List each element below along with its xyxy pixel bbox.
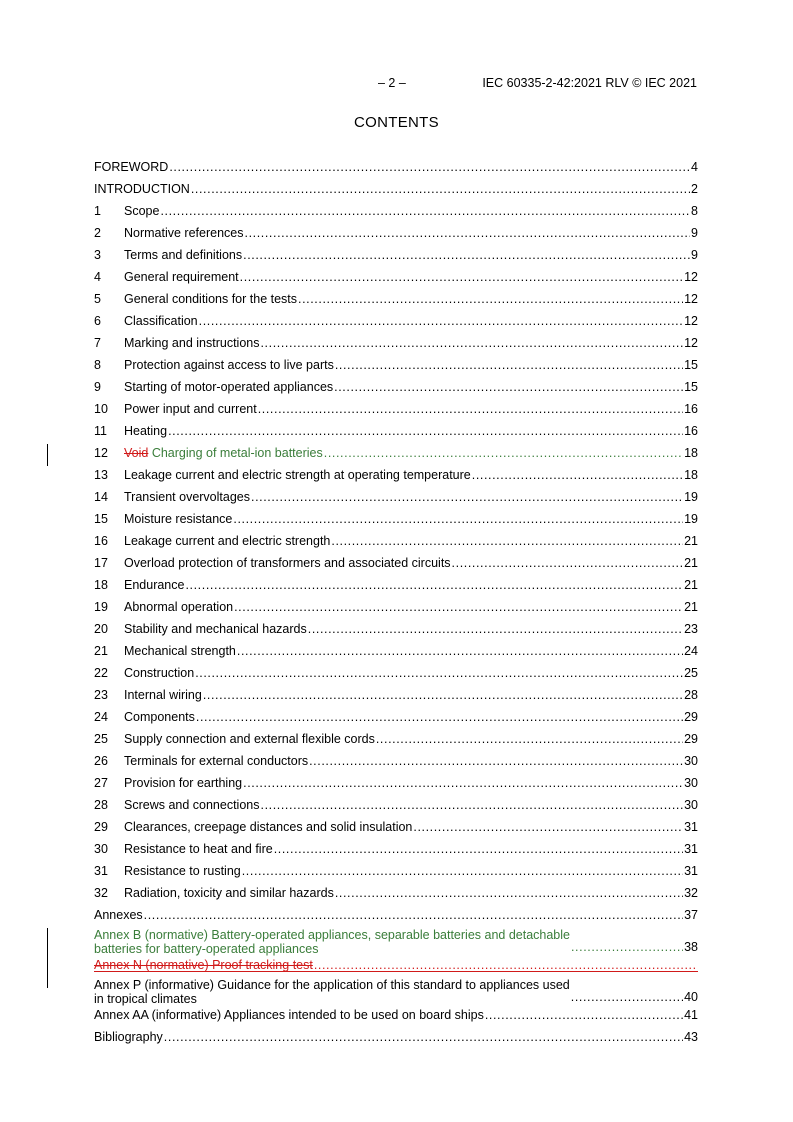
toc-row[interactable] [94, 730, 698, 752]
toc-row[interactable] [94, 246, 698, 268]
page-ref: 23 [684, 622, 698, 636]
toc-row[interactable] [94, 664, 698, 686]
toc-row[interactable] [94, 400, 698, 422]
clause-title: Terminals for external conductors [124, 754, 309, 768]
toc-row[interactable] [94, 268, 698, 290]
page-ref: 21 [684, 578, 698, 592]
bibliography-text: Bibliography [94, 1030, 163, 1044]
dot-leader [274, 840, 683, 858]
dot-leader [331, 532, 683, 550]
toc-row[interactable] [94, 576, 698, 598]
dot-leader [298, 290, 683, 308]
page-ref: 4 [691, 160, 698, 174]
deleted-text: Void [124, 446, 149, 460]
dot-leader [243, 774, 683, 792]
clause-number: 10 [94, 402, 108, 416]
dot-leader [191, 180, 690, 198]
dot-leader [324, 444, 683, 462]
clause-number: 23 [94, 688, 108, 702]
toc-row[interactable] [94, 444, 698, 466]
toc-row[interactable] [94, 224, 698, 246]
dot-leader [196, 708, 683, 726]
page-ref: 21 [684, 556, 698, 570]
page-number: – 2 – [378, 76, 406, 90]
toc-annex-n-deleted[interactable] [94, 956, 698, 978]
dot-leader [245, 224, 691, 242]
clause-title: Heating [124, 424, 168, 438]
clause-number: 31 [94, 864, 108, 878]
clause-number: 25 [94, 732, 108, 746]
annex-b-line2: batteries for battery-operated appliances [94, 942, 319, 956]
toc-bibliography[interactable] [94, 1028, 698, 1050]
toc-row[interactable] [94, 906, 698, 928]
toc-row[interactable] [94, 532, 698, 554]
dot-leader [160, 202, 690, 220]
dot-leader [233, 510, 683, 528]
page-ref: 12 [684, 270, 698, 284]
clause-title: Supply connection and external flexible cords [124, 732, 375, 746]
clause-number: 7 [94, 336, 101, 350]
bibliography-page: 43 [684, 1030, 698, 1044]
toc-row[interactable] [94, 818, 698, 840]
dot-leader [308, 620, 683, 638]
page-ref: 12 [684, 336, 698, 350]
page-ref: 29 [684, 710, 698, 724]
page-ref: 37 [684, 908, 698, 922]
clause-title: Power input and current [124, 402, 257, 416]
page-ref: 31 [684, 864, 698, 878]
toc-row[interactable] [94, 840, 698, 862]
clause-number: 6 [94, 314, 101, 328]
clause-title: Protection against access to live parts [124, 358, 334, 372]
clause-title: Endurance [124, 578, 185, 592]
clause-number: 15 [94, 512, 108, 526]
clause-title: Construction [124, 666, 195, 680]
toc-row[interactable] [94, 422, 698, 444]
clause-title: Normative references [124, 226, 244, 240]
toc-row[interactable] [94, 510, 698, 532]
annex-b-page: 38 [684, 940, 698, 954]
toc-annex-aa[interactable] [94, 1006, 698, 1028]
page-title: CONTENTS [354, 114, 439, 131]
clause-number: 21 [94, 644, 108, 658]
document-id: IEC 60335-2-42:2021 RLV © IEC 2021 [482, 76, 697, 90]
clause-number: 4 [94, 270, 101, 284]
clause-number: 18 [94, 578, 108, 592]
page-ref: 24 [684, 644, 698, 658]
page-header [0, 76, 793, 92]
annex-aa-page: 41 [684, 1008, 698, 1022]
clause-title: Transient overvoltages [124, 490, 250, 504]
page-ref: 16 [684, 424, 698, 438]
toc-row[interactable] [94, 180, 698, 202]
clause-number: 29 [94, 820, 108, 834]
dot-leader [472, 466, 683, 484]
toc-row[interactable] [94, 334, 698, 356]
toc-annex-p[interactable] [94, 978, 698, 1006]
clause-title: Classification [124, 314, 198, 328]
clause-title: Scope [124, 204, 160, 218]
clause-title: Resistance to rusting [124, 864, 241, 878]
clause-number: 19 [94, 600, 108, 614]
clause-number: 3 [94, 248, 101, 262]
page-ref: 28 [684, 688, 698, 702]
dot-leader [258, 400, 683, 418]
toc-annex-b[interactable] [94, 928, 698, 956]
page-ref: 30 [684, 776, 698, 790]
clause-title: Mechanical strength [124, 644, 236, 658]
dot-leader [485, 1006, 683, 1024]
dot-leader [195, 664, 683, 682]
toc-row[interactable] [94, 378, 698, 400]
toc-row[interactable] [94, 862, 698, 884]
toc-row[interactable] [94, 202, 698, 224]
page-ref: 9 [691, 248, 698, 262]
page-ref: 9 [691, 226, 698, 240]
clause-number: 17 [94, 556, 108, 570]
clause-title: Starting of motor-operated appliances [124, 380, 334, 394]
dot-leader [335, 356, 683, 374]
page-ref: 18 [684, 446, 698, 460]
toc-row[interactable] [94, 774, 698, 796]
page-ref: 8 [691, 204, 698, 218]
clause-number: 20 [94, 622, 108, 636]
toc-row[interactable] [94, 488, 698, 510]
clause-title: Leakage current and electric strength at operating temperature [124, 468, 471, 482]
dot-leader [164, 1028, 683, 1046]
clause-number: 22 [94, 666, 108, 680]
page-ref: 16 [684, 402, 698, 416]
dot-leader [571, 988, 683, 1006]
clause-number: 1 [94, 204, 101, 218]
clause-title: General requirement [124, 270, 239, 284]
page-ref: 25 [684, 666, 698, 680]
dot-leader [237, 642, 683, 660]
toc-row[interactable] [94, 796, 698, 818]
toc-row[interactable] [94, 554, 698, 576]
toc-row[interactable] [94, 312, 698, 334]
dot-leader [185, 576, 683, 594]
clause-title: Abnormal operation [124, 600, 234, 614]
annex-p-line1: Annex P (informative) Guidance for the application of this standard to appliances used [94, 978, 570, 992]
clause-title: Stability and mechanical hazards [124, 622, 307, 636]
inserted-text: Charging of metal-ion batteries [151, 446, 323, 460]
clause-number: 11 [94, 424, 107, 438]
dot-leader [234, 598, 683, 616]
clause-title: INTRODUCTION [94, 182, 190, 196]
toc-row[interactable] [94, 158, 698, 180]
clause-number: 26 [94, 754, 108, 768]
clause-number: 9 [94, 380, 101, 394]
dot-leader [242, 862, 683, 880]
annex-aa-text: Annex AA (informative) Appliances intended to be used on board ships [94, 1008, 484, 1022]
clause-title: FOREWORD [94, 160, 169, 174]
page-ref: 30 [684, 798, 698, 812]
annex-p-line2: in tropical climates [94, 992, 197, 1006]
dot-leader [169, 158, 690, 176]
dot-leader [309, 752, 683, 770]
toc-row[interactable] [94, 752, 698, 774]
clause-number: 32 [94, 886, 108, 900]
dot-leader [334, 378, 683, 396]
dot-leader [199, 312, 683, 330]
clause-title: Terms and definitions [124, 248, 243, 262]
page-ref: 19 [684, 512, 698, 526]
dot-leader [260, 334, 683, 352]
dot-leader [314, 956, 697, 974]
clause-number: 5 [94, 292, 101, 306]
annex-p-page: 40 [684, 990, 698, 1004]
dot-leader [571, 938, 683, 956]
table-of-contents [94, 158, 698, 1050]
toc-row[interactable] [94, 598, 698, 620]
page-ref: 15 [684, 358, 698, 372]
toc-row[interactable] [94, 620, 698, 642]
toc-row[interactable] [94, 686, 698, 708]
annex-n-text: Annex N (normative) Proof tracking test [94, 958, 313, 972]
change-bar-clause-12 [47, 444, 48, 466]
clause-title: Leakage current and electric strength [124, 534, 331, 548]
clause-title: Provision for earthing [124, 776, 243, 790]
clause-number: 13 [94, 468, 108, 482]
clause-number: 27 [94, 776, 108, 790]
page-ref: 18 [684, 468, 698, 482]
clause-title: Clearances, creepage distances and solid insulation [124, 820, 413, 834]
toc-row[interactable] [94, 884, 698, 906]
clause-title: General conditions for the tests [124, 292, 298, 306]
toc-row[interactable] [94, 708, 698, 730]
page-ref: 12 [684, 292, 698, 306]
clause-title [124, 444, 323, 462]
clause-title: Internal wiring [124, 688, 202, 702]
clause-title: Components [124, 710, 195, 724]
page-ref: 12 [684, 314, 698, 328]
page-ref: 15 [684, 380, 698, 394]
page-ref: 21 [684, 600, 698, 614]
page-ref: 21 [684, 534, 698, 548]
toc-row[interactable] [94, 466, 698, 488]
annex-b-line1: Annex B (normative) Battery-operated appliances, separable batteries and detachable [94, 928, 570, 942]
page-ref: 29 [684, 732, 698, 746]
dot-leader [261, 796, 684, 814]
page-ref: 19 [684, 490, 698, 504]
clause-number: 30 [94, 842, 108, 856]
dot-leader [335, 884, 683, 902]
clause-title: Overload protection of transformers and associated circuits [124, 556, 451, 570]
dot-leader [243, 246, 690, 264]
clause-number: 16 [94, 534, 108, 548]
dot-leader [168, 422, 683, 440]
page-ref: 31 [684, 820, 698, 834]
dot-leader [144, 906, 683, 924]
page-ref: 32 [684, 886, 698, 900]
dot-leader [376, 730, 683, 748]
dot-leader [413, 818, 683, 836]
clause-number: 2 [94, 226, 101, 240]
clause-number: 14 [94, 490, 108, 504]
clause-title: Resistance to heat and fire [124, 842, 273, 856]
clause-title: Screws and connections [124, 798, 260, 812]
clause-title: Moisture resistance [124, 512, 233, 526]
clause-title: Radiation, toxicity and similar hazards [124, 886, 334, 900]
toc-row[interactable] [94, 290, 698, 312]
dot-leader [240, 268, 683, 286]
toc-row[interactable] [94, 642, 698, 664]
page-ref: 30 [684, 754, 698, 768]
clause-number: 12 [94, 446, 108, 460]
clause-number: 8 [94, 358, 101, 372]
page-ref: 31 [684, 842, 698, 856]
page-ref: 2 [691, 182, 698, 196]
clause-number: 24 [94, 710, 108, 724]
dot-leader [203, 686, 683, 704]
toc-row[interactable] [94, 356, 698, 378]
change-bar-annex-b [47, 928, 48, 988]
dot-leader [251, 488, 683, 506]
clause-title: Annexes [94, 908, 143, 922]
clause-number: 28 [94, 798, 108, 812]
clause-title: Marking and instructions [124, 336, 260, 350]
dot-leader [452, 554, 684, 572]
